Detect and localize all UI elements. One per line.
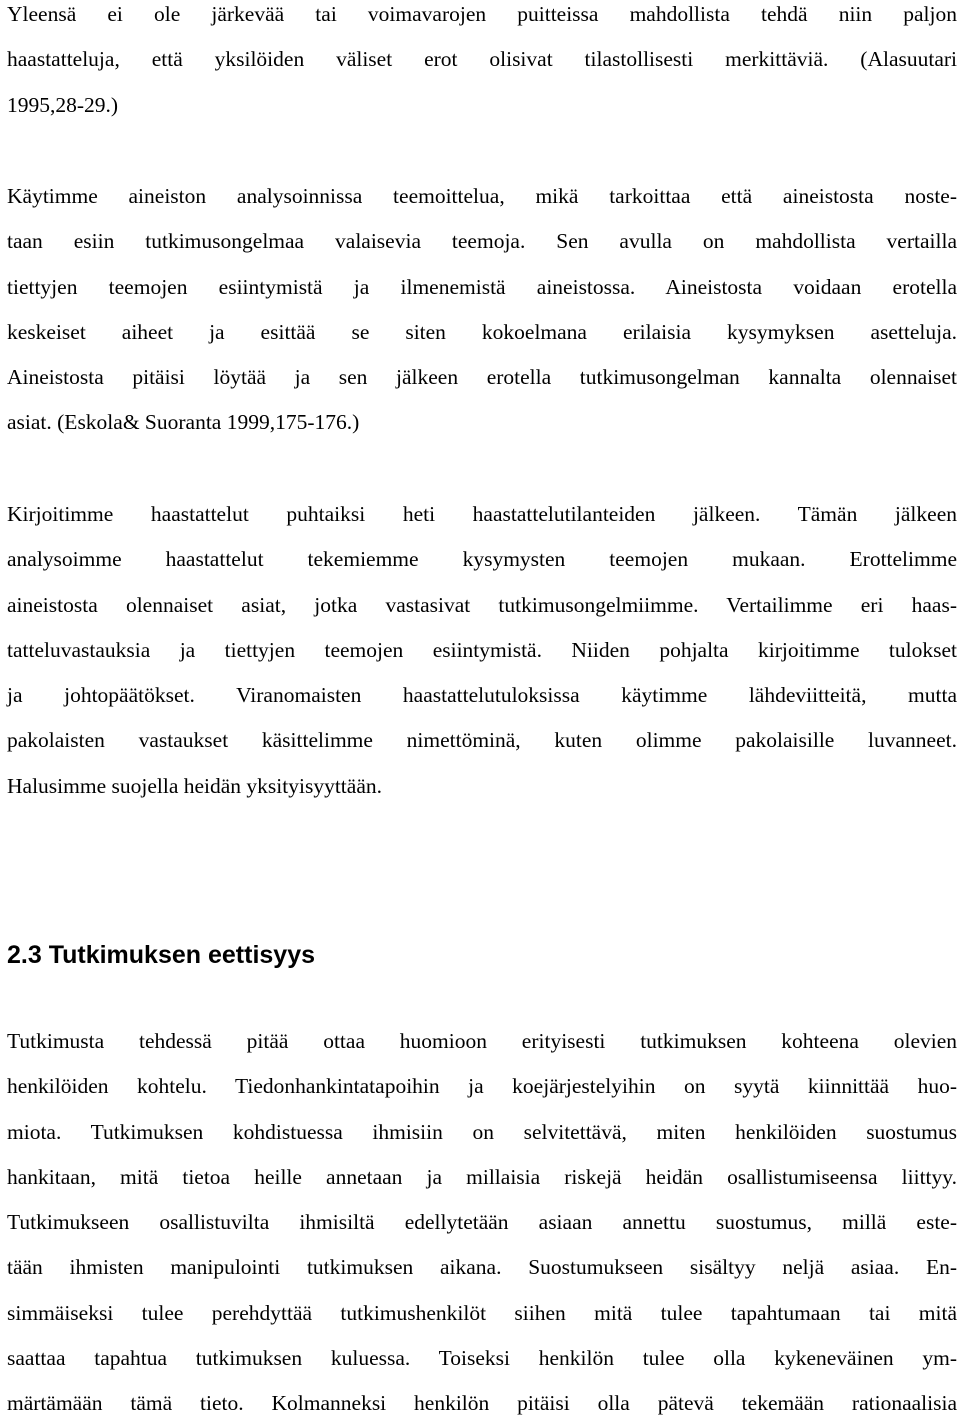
text-line: 1995,28-29.) [7,92,119,117]
text-line: aineistosta olennaiset asiat, jotka vastasivat tutkimusongelmiimme. Vertailimme eri haas- [7,592,957,617]
text-line: tiettyjen teemojen esiintymistä ja ilmenemistä aineistossa. Aineistosta voidaan erotella [7,274,957,299]
text-line: Tutkimukseen osallistuvilta ihmisiltä edellytetään asiaan annettu suostumus, millä este- [7,1210,957,1235]
paragraph-sample-size [7,0,957,128]
text-line: haastatteluja, että yksilöiden väliset erot olisivat tilastollisesti merkittäviä. (Alasuutari [7,47,957,72]
text-line: pakolaisten vastaukset käsittelimme nimettöminä, kuten olimme pakolaisille luvanneet. [7,728,957,753]
text-line: henkilöiden kohtelu. Tiedonhankintatapoihin ja koejärjestelyihin on syytä kiinnittää huo- [7,1074,957,1099]
text-line: simmäiseksi tulee perehdyttää tutkimushenkilöt siihen mitä tulee tapahtumaan tai mitä [7,1300,957,1325]
paragraph-analysis [7,492,957,809]
text-line: asiat. (Eskola& Suoranta 1999,175-176.) [7,410,360,435]
text-line: Käytimme aineiston analysoinnissa teemoittelua, mikä tarkoittaa että aineistosta noste- [7,184,957,208]
text-line: Tutkimusta tehdessä pitää ottaa huomioon erityisesti tutkimuksen kohteena olevien [7,1029,957,1053]
section-heading: 2.3 Tutkimuksen eettisyys [7,941,316,969]
text-line: tään ihmisten manipulointi tutkimuksen aikana. Suostumukseen sisältyy neljä asiaa. En- [7,1255,957,1280]
text-line: keskeiset aiheet ja esittää se siten kokoelmana erilaisia kysymyksen asetteluja. [7,319,957,344]
text-line: tatteluvastauksia ja tiettyjen teemojen esiintymistä. Niiden pohjalta kirjoitimme tulokset [7,637,957,662]
text-line: analysoimme haastattelut tekemiemme kysymysten teemojen mukaan. Erottelimme [7,547,957,572]
text-line: taan esiin tutkimusongelmaa valaisevia teemoja. Sen avulla on mahdollista vertailla [7,229,957,254]
text-line: Kirjoitimme haastattelut puhtaiksi heti haastattelutilanteiden jälkeen. Tämän jälkeen [7,502,957,526]
text-line: saattaa tapahtua tutkimuksen kuluessa. Toiseksi henkilön tulee olla kykeneväinen ym- [7,1346,957,1371]
text-line: miota. Tutkimuksen kohdistuessa ihmisiin on selvitettävä, miten henkilöiden suostumus [7,1119,957,1144]
text-line: märtämään tämä tieto. Kolmanneksi henkilön pitäisi olla pätevä tekemään rationaalisia [7,1391,957,1416]
paragraph-theming [7,174,957,446]
text-line: Yleensä ei ole järkevää tai voimavarojen puitteissa mahdollista tehdä niin paljon [7,2,957,26]
paragraph-ethics [7,1019,957,1427]
text-line: Halusimme suojella heidän yksityisyyttään. [7,773,382,798]
text-line: hankitaan, mitä tietoa heille annetaan ja millaisia riskejä heidän osallistumiseensa liittyy. [7,1164,957,1189]
text-line: Aineistosta pitäisi löytää ja sen jälkeen erotella tutkimusongelman kannalta olennaiset [7,365,957,390]
text-line: ja johtopäätökset. Viranomaisten haastattelutuloksissa käytimme lähdeviitteitä, mutta [7,683,957,708]
